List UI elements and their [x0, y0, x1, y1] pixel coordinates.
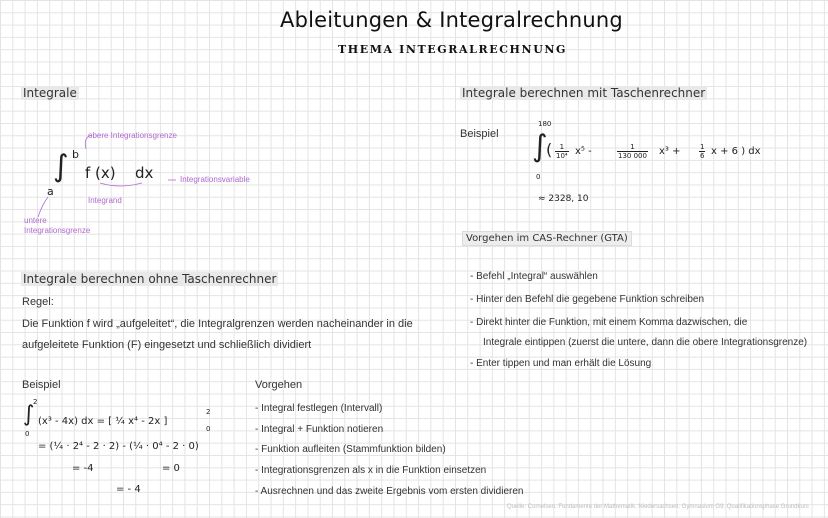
calc-integral-sign: ∫ [532, 129, 548, 164]
cas-step-item: - Enter tippen und man erhält die Lösung [470, 358, 652, 369]
example-upper-bound: 2 [33, 398, 38, 406]
step-item: - Funktion aufleiten (Stammfunktion bilden) [255, 444, 446, 455]
page-subtitle: THEMA INTEGRALRECHNUNG [338, 43, 568, 56]
steps-label: Vorgehen [255, 379, 303, 391]
lower-bound: a [47, 185, 54, 198]
cas-step-item: - Befehl „Integral“ auswählen [470, 271, 598, 282]
example-line1: (x³ - 4x) dx = [ ¼ x⁴ - 2x ] [38, 416, 168, 427]
example-line3-right: = 0 [162, 463, 180, 474]
calc-term-3: x + 6 ) dx [711, 146, 761, 157]
calc-fraction-3: $\frac{1}{6}$ [700, 143, 705, 160]
step-item: - Integral + Funktion notieren [255, 424, 384, 435]
cas-step-item: - Hinter den Befehl die gegebene Funktion schreiben [470, 294, 705, 305]
calc-term-1: x⁵ - [575, 146, 592, 157]
example-label-mit: Beispiel [460, 128, 499, 140]
step-item: - Integral festlegen (Intervall) [255, 403, 383, 414]
calc-upper-bound: 180 [538, 120, 552, 128]
example-result: = - 4 [116, 484, 141, 495]
example-bracket-lower: 0 [206, 425, 211, 433]
rule-text-line1: Die Funktion f wird „aufgeleitet“, die Integralgrenzen werden nacheinander in die [22, 318, 413, 330]
calc-open-paren: ( [546, 140, 553, 159]
calc-lower-bound: 0 [536, 173, 541, 181]
cas-step-item: - Direkt hinter die Funktion, mit einem Komma dazwischen, die [470, 317, 748, 328]
rule-label: Regel: [22, 296, 54, 308]
section-heading-ohne: Integrale berechnen ohne Taschenrechner [23, 272, 277, 286]
calc-fraction-1: $\frac{1}{\text{10⁴}}$ [556, 143, 568, 160]
integrand: f (x) [85, 164, 116, 182]
example-bracket-upper: 2 [206, 408, 211, 416]
calc-fraction-2: $\frac{1}{130 000}$ [618, 143, 647, 160]
cas-heading: Vorgehen im CAS-Rechner (GTA) [462, 231, 632, 246]
upper-bound: b [72, 148, 79, 161]
label-variable: Integrationsvariable [180, 175, 250, 184]
section-heading-mit: Integrale berechnen mit Taschenrechner [462, 86, 706, 100]
page-title: Ableitungen & Integralrechnung [280, 8, 623, 32]
example-line2: = (¼ · 2⁴ - 2 · 2) - (¼ · 0⁴ - 2 · 0) [38, 441, 199, 452]
calc-result: ≈ 2328, 10 [538, 194, 589, 204]
integral-sign: ∫ [53, 149, 69, 184]
example-integral-sign: ∫ [23, 402, 35, 427]
section-heading-integrale: Integrale [23, 86, 77, 100]
example-lower-bound: 0 [25, 430, 30, 438]
example-line3-left: = -4 [72, 463, 94, 474]
source-citation: Quelle: Cornelsen. Fundamente der Mathematik. Niedersachsen. Gymnasium G9. Qualifikationsphase Grundkurs [507, 504, 809, 510]
step-item: - Integrationsgrenzen als x in die Funktion einsetzen [255, 465, 487, 476]
rule-text-line2: aufgeleitete Funktion (F) eingesetzt und schließlich dividiert [22, 339, 312, 351]
label-upper-bound: obere Integrationsgrenze [88, 131, 177, 140]
label-integrand: Integrand [88, 196, 122, 205]
cas-step-item: Integrale eintippen (zuerst die untere, dann die obere Integrationsgrenze) [483, 337, 808, 348]
example-label-ohne: Beispiel [22, 379, 61, 391]
differential: dx [135, 164, 154, 182]
calc-term-2: x³ + [659, 146, 681, 157]
step-item: - Ausrechnen und das zweite Ergebnis vom ersten dividieren [255, 486, 524, 497]
label-lower-bound: untere Integrationsgrenze [24, 216, 91, 235]
